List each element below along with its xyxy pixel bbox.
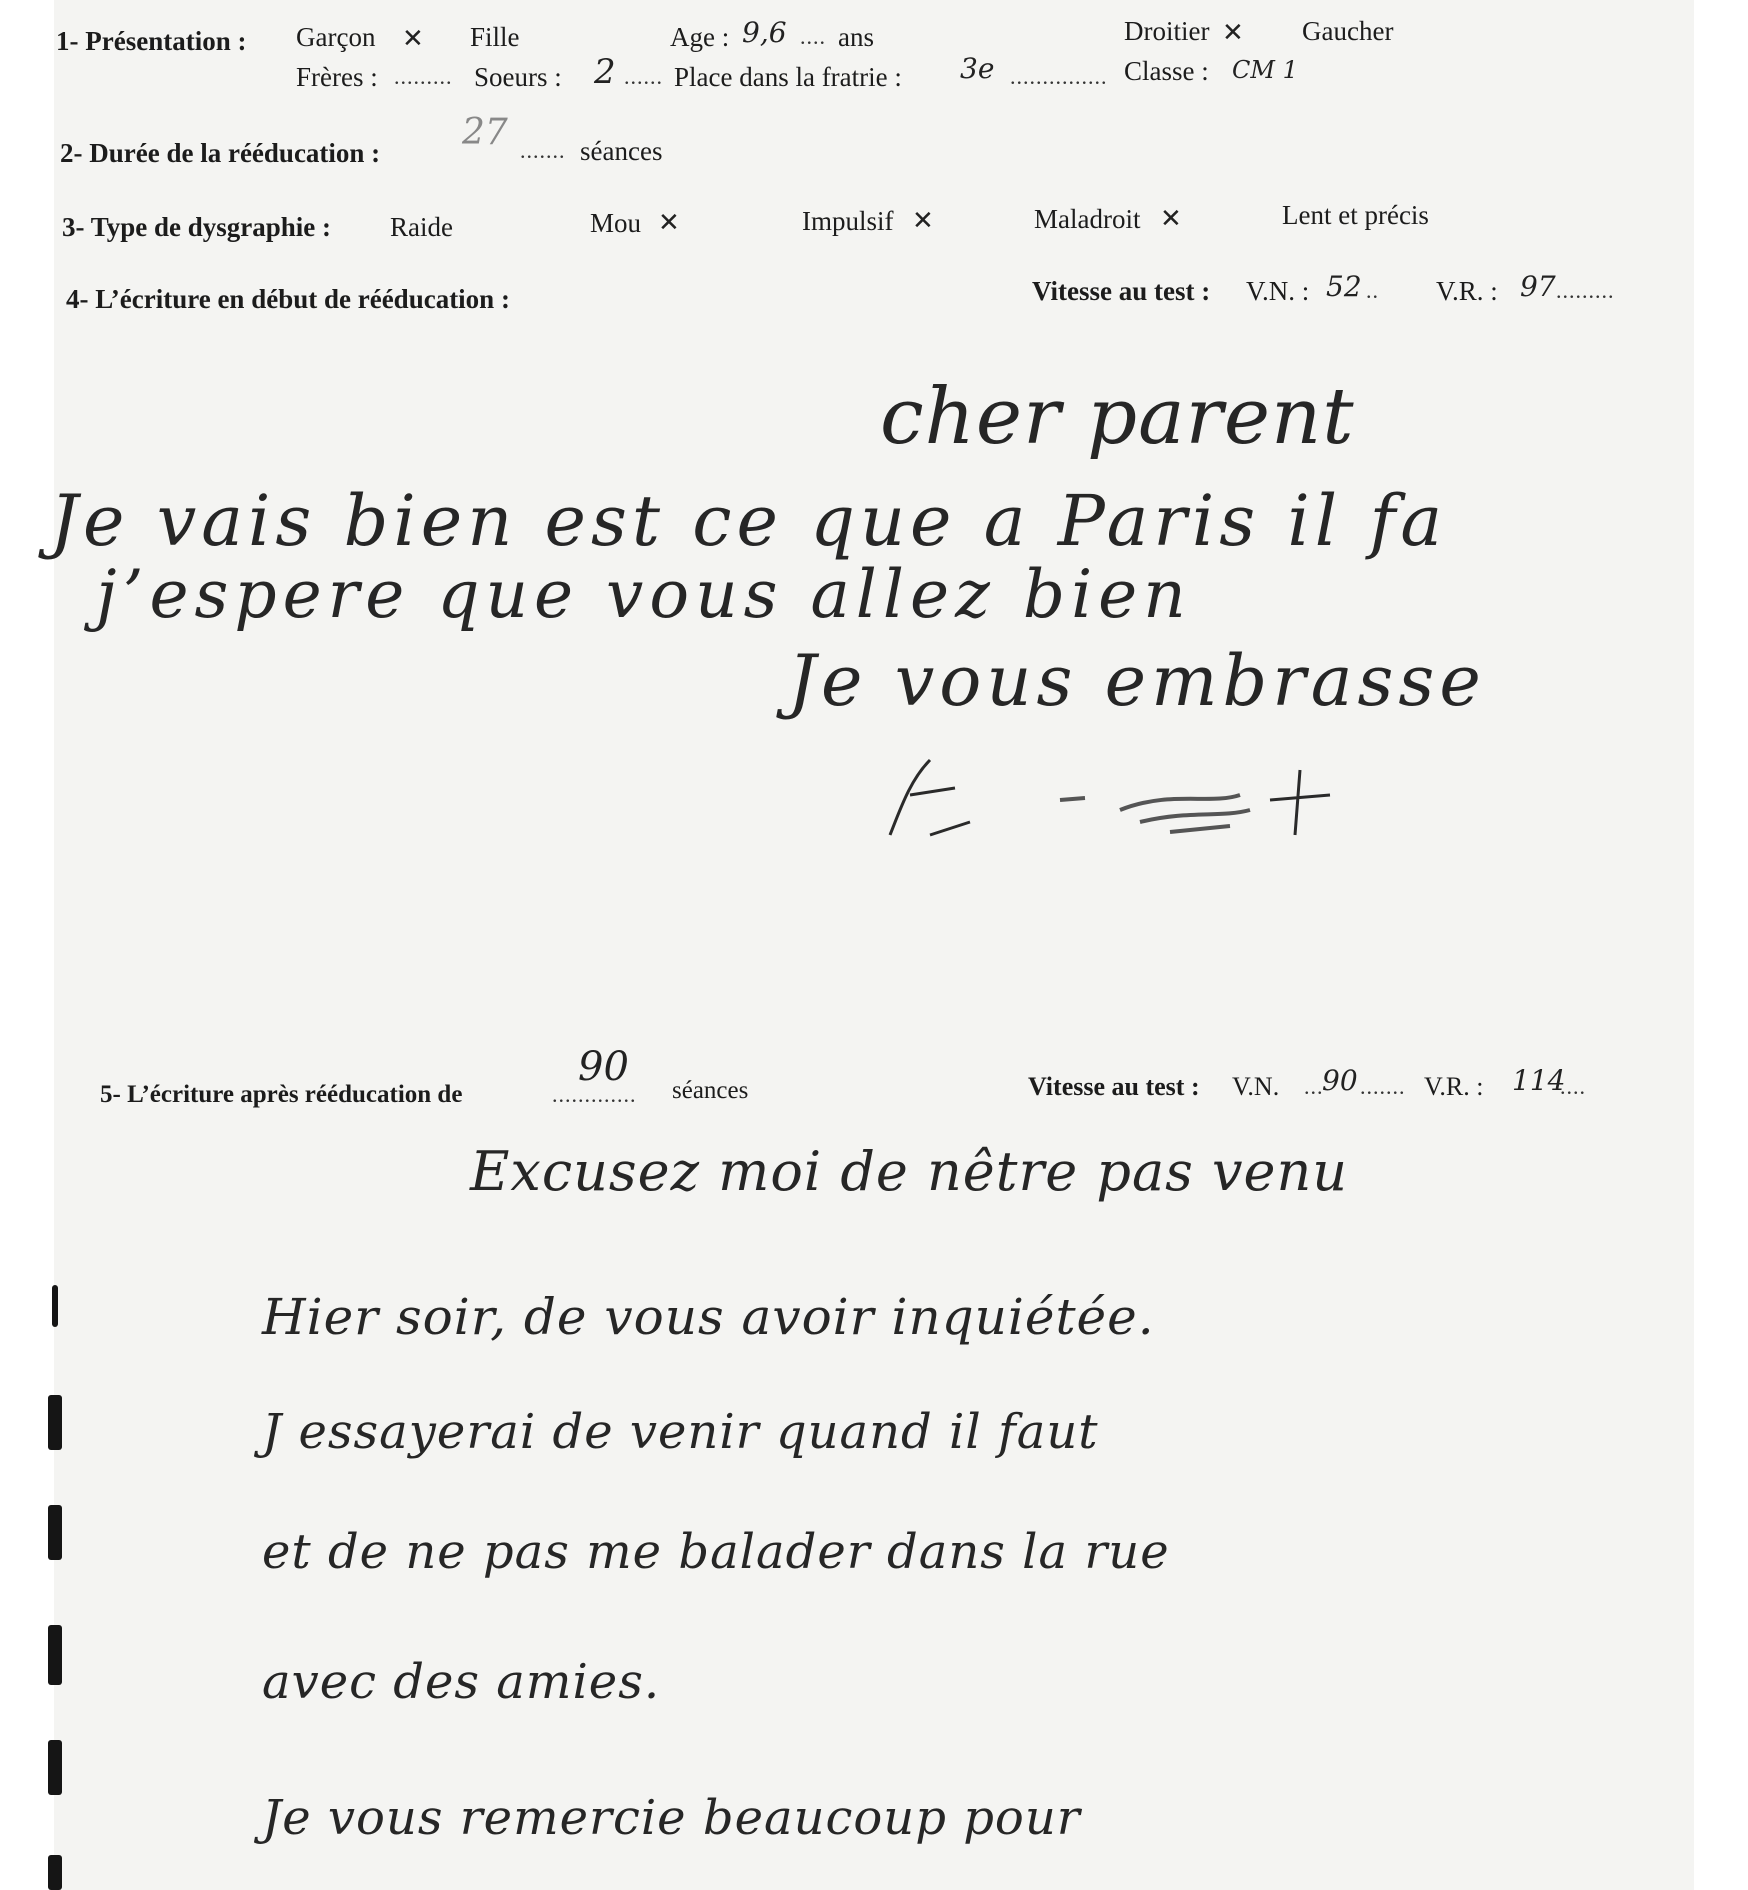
- binder-mark: [52, 1285, 58, 1327]
- after-vr-label: V.R. :: [1424, 1072, 1484, 1101]
- handwriting-line: cher parent: [880, 372, 1355, 462]
- handwriting-line: Excusez moi de nêtre pas venu: [470, 1140, 1349, 1203]
- handwriting-line: avec des amies.: [262, 1654, 661, 1710]
- handwriting-line: Hier soir, de vous avoir inquiétée.: [262, 1288, 1155, 1346]
- boy-option: Garçon: [296, 22, 376, 52]
- after-speed-label: Vitesse au test :: [1028, 1072, 1200, 1101]
- after-vn-label: V.N.: [1232, 1072, 1280, 1101]
- handwriting-line: Je vous embrasse: [788, 640, 1486, 722]
- age-value: 9,6: [742, 16, 787, 49]
- page-margin: [1694, 0, 1748, 1890]
- dysgraphia-option-raide: Raide: [390, 212, 453, 242]
- rank-label: Place dans la fratrie :: [674, 62, 902, 92]
- dotted-line: .........: [1556, 278, 1615, 303]
- boy-check-mark: ✕: [402, 24, 424, 54]
- dotted-line: .........: [394, 64, 453, 89]
- dysgraphia-option-mou: Mou: [590, 208, 642, 238]
- dotted-line: ....: [1560, 1074, 1586, 1099]
- presentation-label: 1- Présentation :: [56, 26, 247, 56]
- right-handed-option: Droitier: [1124, 16, 1210, 46]
- dotted-line: .......: [520, 138, 566, 163]
- class-label: Classe :: [1124, 56, 1209, 86]
- duration-label: 2- Durée de la rééducation :: [60, 138, 381, 168]
- dotted-line: ....: [800, 24, 826, 49]
- binder-mark: [48, 1740, 62, 1795]
- rank-value: 3e: [960, 52, 995, 85]
- dotted-line: ......: [624, 64, 663, 89]
- right-handed-check-mark: ✕: [1222, 18, 1244, 48]
- after-vn-value: 90: [1322, 1064, 1358, 1097]
- after-sessions-value: 90: [578, 1044, 629, 1090]
- duration-value: 27: [462, 112, 508, 153]
- binder-mark: [48, 1855, 62, 1890]
- before-label: 4- L’écriture en début de rééducation :: [66, 284, 510, 314]
- impulsif-check-mark: ✕: [912, 206, 934, 236]
- after-vr-value: 114: [1512, 1064, 1566, 1097]
- handwriting-line: Je vous remercie beaucoup pour: [262, 1790, 1081, 1846]
- binder-mark: [48, 1505, 62, 1560]
- before-vn-label: V.N. :: [1246, 276, 1310, 306]
- age-unit: ans: [838, 22, 874, 52]
- class-value: CM 1: [1232, 56, 1298, 84]
- dotted-line: ...: [1304, 1074, 1324, 1099]
- signature-scribble: [870, 740, 1350, 850]
- maladroit-check-mark: ✕: [1160, 204, 1182, 234]
- dysgraphia-label: 3- Type de dysgraphie :: [62, 212, 332, 242]
- mou-check-mark: ✕: [658, 208, 680, 238]
- brothers-label: Frères :: [296, 62, 378, 92]
- before-vn-value: 52: [1326, 270, 1362, 303]
- left-handed-option: Gaucher: [1302, 16, 1394, 46]
- duration-unit: séances: [580, 136, 663, 166]
- before-vr-label: V.R. :: [1436, 276, 1498, 306]
- dysgraphia-option-lent-precis: Lent et précis: [1282, 200, 1429, 230]
- age-label: Age :: [670, 22, 730, 52]
- dysgraphia-option-maladroit: Maladroit: [1034, 204, 1141, 234]
- dotted-line: .............: [552, 1082, 637, 1107]
- handwriting-line: et de ne pas me balader dans la rue: [262, 1524, 1170, 1580]
- binder-mark: [48, 1625, 62, 1685]
- binder-mark: [48, 1395, 62, 1450]
- after-label-prefix: 5- L’écriture après rééducation de: [100, 1081, 463, 1108]
- after-unit: séances: [672, 1077, 749, 1104]
- sisters-value: 2: [594, 52, 616, 92]
- dysgraphia-option-impulsif: Impulsif: [802, 206, 894, 236]
- girl-option: Fille: [470, 22, 520, 52]
- handwriting-line: J essayerai de venir quand il faut: [262, 1404, 1099, 1460]
- dotted-line: ..: [1366, 278, 1379, 303]
- handwriting-line: j’espere que vous allez bien: [96, 556, 1192, 633]
- handwriting-line: Je vais bien est ce que a Paris il fa: [50, 480, 1448, 562]
- sisters-label: Soeurs :: [474, 62, 562, 92]
- before-speed-label: Vitesse au test :: [1032, 276, 1211, 306]
- before-vr-value: 97: [1520, 270, 1556, 303]
- dotted-line: .......: [1360, 1074, 1406, 1099]
- dotted-line: ...............: [1010, 64, 1108, 89]
